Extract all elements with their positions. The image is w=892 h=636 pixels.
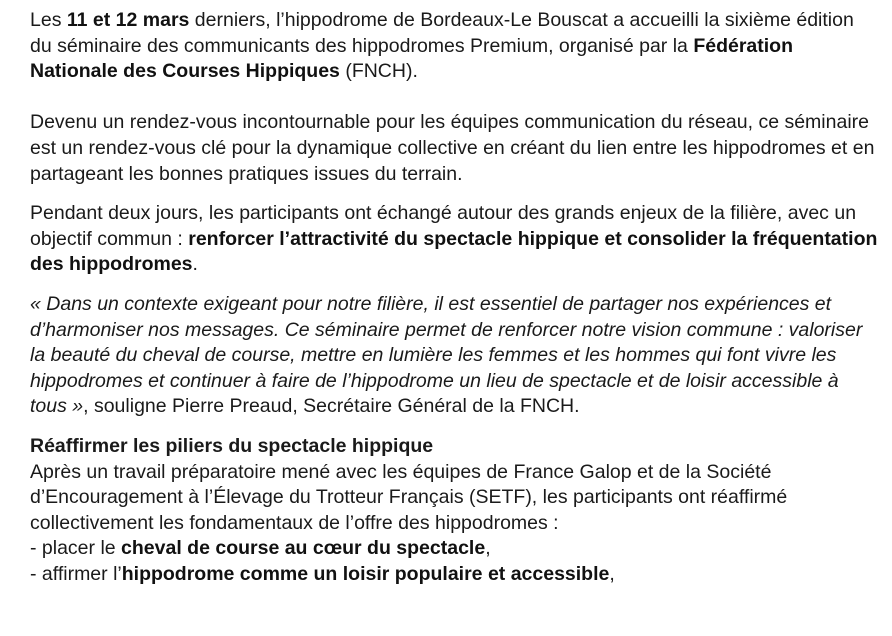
section-intro: Après un travail préparatoire mené avec les équipes de France Galop et de la Société d’Encouragement à l’Élevage du Trotteur Français (SETF), les participants ont réaffirmé collectivement les fondamentaux de l’offre des hippodromes : xyxy=(30,460,788,534)
quote-attribution: , souligne Pierre Preaud, Secrétaire Général de la FNCH. xyxy=(83,395,580,418)
text: derniers, l’hippodrome de Bordeaux-Le Bouscat a accueilli la sixième édition du séminaire des communicants des hippodromes Premium, organisé par la xyxy=(30,9,854,57)
paragraph-objective xyxy=(30,201,880,278)
list-item-suffix: , xyxy=(609,562,615,585)
text: Pendant deux jours, les participants ont échangé autour des grands enjeux de la filière, avec un objectif commun : xyxy=(30,202,857,250)
list-item-bold: hippodrome comme un loisir populaire et accessible xyxy=(121,562,610,585)
text: . xyxy=(192,253,198,276)
list-item-suffix: , xyxy=(485,537,491,560)
bold-dates: 11 et 12 mars xyxy=(66,9,190,31)
list-item-bold: cheval de course au cœur du spectacle xyxy=(121,537,486,560)
section-heading: Réaffirmer les piliers du spectacle hippique xyxy=(30,434,434,457)
paragraph-rendezvous: Devenu un rendez-vous incontournable pour les équipes communication du réseau, ce séminaire est un rendez-vous clé pour la dynamique collective en créant du lien entre les hippodromes et en partageant les bonnes pratiques issues du terrain. xyxy=(30,111,875,185)
bold-objective: renforcer l’attractivité du spectacle hippique et consolider la fréquentation des hippodromes xyxy=(30,227,878,276)
article-body xyxy=(30,8,880,587)
list-item-prefix: - affirmer l’ xyxy=(30,562,122,585)
quote-text: « Dans un contexte exigeant pour notre filière, il est essentiel de partager nos expériences et d’harmoniser nos messages. Ce séminaire permet de renforcer notre vision commune : valoriser la beauté du cheval de course, mettre en lumière les femmes et les hommes qui font vivre les hippodromes et continuer à faire de l’hippodrome un lieu de spectacle et de loisir accessible à tous » xyxy=(30,292,863,418)
paragraph-quote xyxy=(30,292,880,420)
list-item xyxy=(30,536,880,562)
pillars-list xyxy=(30,536,880,587)
paragraph-intro xyxy=(30,8,880,85)
list-item xyxy=(30,562,880,588)
text: (FNCH). xyxy=(339,60,418,83)
text: Les xyxy=(30,9,67,31)
bold-fnch-name: Fédération Nationale des Courses Hippiques xyxy=(30,34,794,83)
list-item-prefix: - placer le xyxy=(30,537,122,560)
